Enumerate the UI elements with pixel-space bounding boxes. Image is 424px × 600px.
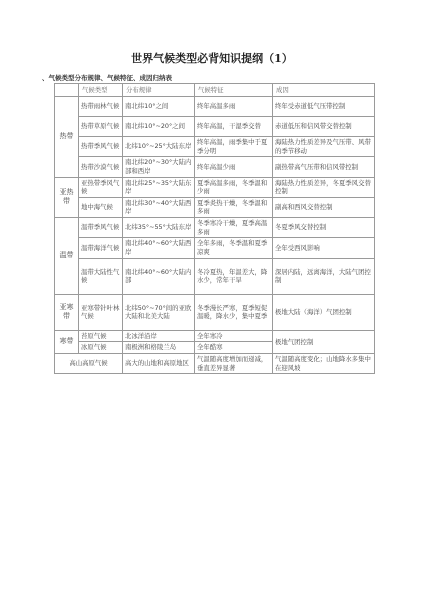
cell-type: 热带沙漠气候: [79, 157, 123, 177]
table-row: [55, 294, 375, 330]
cell-cause: 冬夏季风交替控制: [273, 218, 375, 238]
table-row: [55, 97, 375, 117]
cell-cause: 海陆热力性质差异及气压带、风带的季节移动: [273, 137, 375, 157]
cell-type: 冰原气候: [79, 342, 123, 354]
cell-type: 温带大陆性气候: [79, 258, 123, 294]
cell-cause: 极地气团控制: [273, 330, 375, 353]
cell-cause: 全年受西风影响: [273, 238, 375, 258]
cell-feature: 全年寒冷: [195, 330, 273, 342]
header-cell-feature: 气候特征: [195, 84, 273, 97]
table-header-row: [55, 84, 375, 97]
cell-type: 温带季风气候: [79, 218, 123, 238]
page-title: 世界气候类型必背知识提纲（1）: [131, 52, 293, 65]
table-row: [55, 258, 375, 294]
cell-distribution: 南北纬40°~60°大陆西岸: [123, 238, 195, 258]
table-row: [55, 197, 375, 217]
cell-distribution: 北纬50°~70°间的亚欧大陆和北美大陆: [123, 294, 195, 330]
table-row: [55, 157, 375, 177]
cell-distribution: 高大的山地和高原地区: [123, 353, 195, 373]
cell-distribution: 南北纬10°之间: [123, 97, 195, 117]
table-row: [55, 117, 375, 137]
header-cell-cause: 成因: [273, 84, 375, 97]
zone-cell-subarctic: 亚寒带: [55, 294, 79, 330]
table-row: [55, 137, 375, 157]
cell-cause: 海陆热力性质差异，冬夏季风交替控制: [273, 177, 375, 197]
cell-feature: 终年高温，雨季集中于夏季分明: [195, 137, 273, 157]
cell-cause: 终年受赤道低气压带控制: [273, 97, 375, 117]
cell-feature: 冬季漫长严寒，夏季短促温暖，降水少，集中夏季: [195, 294, 273, 330]
table-row: [55, 330, 375, 342]
cell-distribution: 南北纬10°~20°之间: [123, 117, 195, 137]
cell-type: 热带季风气候: [79, 137, 123, 157]
climate-table: [54, 83, 375, 374]
cell-distribution: 北纬35°~55°大陆东岸: [123, 218, 195, 238]
cell-feature: 气温随高度增加而递减，垂直差异显著: [195, 353, 273, 373]
cell-type: 亚热带季风气候: [79, 177, 123, 197]
cell-type: 热带雨林气候: [79, 97, 123, 117]
cell-cause: 深居内陆，远离海洋，大陆气团控制: [273, 258, 375, 294]
cell-feature: 夏季高温多雨，冬季温和少雨: [195, 177, 273, 197]
cell-feature: 夏季炎热干燥，冬季温和多雨: [195, 197, 273, 217]
cell-type: 亚寒带针叶林气候: [79, 294, 123, 330]
header-cell-distribution: 分布规律: [123, 84, 195, 97]
zone-cell-subtropical: 亚热带: [55, 177, 79, 218]
cell-type: 高山高原气候: [55, 353, 123, 373]
cell-distribution: 北纬10°~25°大陆东岸: [123, 137, 195, 157]
table-row: [55, 218, 375, 238]
cell-distribution: 南极洲和格陵兰岛: [123, 342, 195, 354]
table-row: [55, 177, 375, 197]
cell-cause: 副高和西风交替控制: [273, 197, 375, 217]
cell-distribution: 北冰洋沿岸: [123, 330, 195, 342]
zone-cell-tropical: 热带: [55, 97, 79, 178]
header-cell-type: 气候类型: [79, 84, 123, 97]
cell-cause: 气温随高度变化；山地降水多集中在迎风坡: [273, 353, 375, 373]
table-row: [55, 353, 375, 373]
cell-distribution: 南北纬20°~30°大陆内部和西岸: [123, 157, 195, 177]
header-cell-empty: [55, 84, 79, 97]
cell-type: 地中海气候: [79, 197, 123, 217]
cell-distribution: 南北纬25°~35°大陆东岸: [123, 177, 195, 197]
cell-feature: 冬冷夏热，年温差大，降水少，常年干旱: [195, 258, 273, 294]
cell-cause: 赤道低压和信风带交替控制: [273, 117, 375, 137]
cell-distribution: 南北纬30°~40°大陆西岸: [123, 197, 195, 217]
cell-feature: 全年多雨，冬季温和夏季凉爽: [195, 238, 273, 258]
cell-cause: 极地大陆（海洋）气团控制: [273, 294, 375, 330]
cell-feature: 终年高温少雨: [195, 157, 273, 177]
cell-feature: 终年高温，干湿季交替: [195, 117, 273, 137]
cell-distribution: 南北纬40°~60°大陆内部: [123, 258, 195, 294]
cell-feature: 全年酷寒: [195, 342, 273, 354]
section-subtitle: 、气候类型分布规律、气候特征、成因归纳表: [42, 74, 172, 82]
cell-type: 温带海洋气候: [79, 238, 123, 258]
zone-cell-frigid: 寒带: [55, 330, 79, 353]
zone-cell-temperate: 温带: [55, 218, 79, 295]
cell-feature: 终年高温多雨: [195, 97, 273, 117]
cell-type: 热带草原气候: [79, 117, 123, 137]
cell-cause: 副热带高气压带和信风带控制: [273, 157, 375, 177]
cell-type: 苔原气候: [79, 330, 123, 342]
cell-feature: 冬季寒冷干燥，夏季高温多雨: [195, 218, 273, 238]
table-row: [55, 238, 375, 258]
